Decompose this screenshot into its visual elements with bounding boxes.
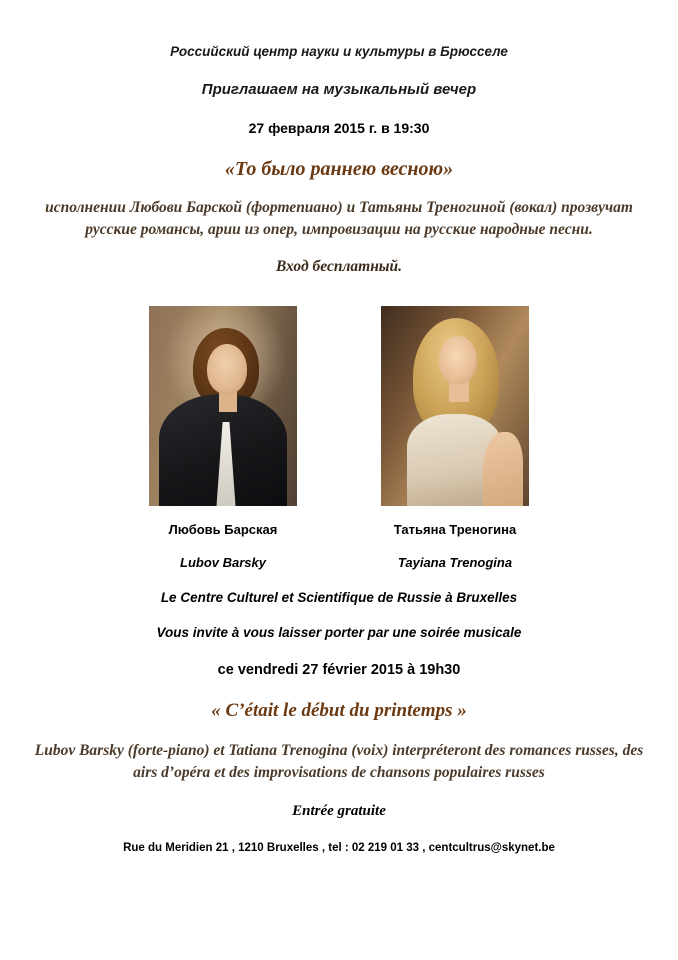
performer-name-lat-1: Lubov Barsky <box>180 554 266 570</box>
entry-info-fr: Entrée gratuite <box>292 802 386 819</box>
performer-1 <box>149 306 297 506</box>
event-title-fr: « C’était le début du printemps » <box>211 699 467 721</box>
performer-photos <box>34 306 644 506</box>
performer-name-lat-2: Tayiana Trenogina <box>397 554 513 570</box>
organization-ru: Российский центр науки и культуры в Брюсселе <box>170 44 508 59</box>
arm-shape <box>483 432 523 506</box>
invitation-fr: Vous invite à vous laisser porter par une soirée musicale <box>156 624 522 640</box>
performer-2 <box>381 306 529 506</box>
event-date-ru: 27 февраля 2015 г. в 19:30 <box>248 120 430 136</box>
performer-name-ru-1: Любовь Барская <box>168 521 278 537</box>
face-shape <box>207 344 247 394</box>
portrait-photo-lubov-barsky <box>149 306 297 506</box>
portrait-photo-tayiana-trenogina <box>381 306 529 506</box>
performer-name-ru-2: Татьяна Треногина <box>393 521 517 537</box>
event-description-fr: Lubov Barsky (forte-piano) et Tatiana Trenogina (voix) interpréteront des romances russes, des airs d’opéra et des improvisations de chansons populaires russes <box>34 741 644 782</box>
event-date-fr: ce vendredi 27 février 2015 à 19h30 <box>217 661 461 678</box>
event-description-ru: исполнении Любови Барской (фортепиано) и Татьяны Треногиной (вокал) прозвучат русские романсы, арии из опер, импровизации на русские народные песни. <box>45 199 633 239</box>
organization-fr: Le Centre Culturel et Scientifique de Russie à Bruxelles <box>160 589 518 605</box>
performer-names-lat-row <box>34 537 644 570</box>
event-title-ru: «То было раннею весною» <box>224 158 454 180</box>
face-shape <box>439 336 477 384</box>
shirt-shape <box>209 422 243 506</box>
invitation-ru: Приглашаем на музыкальный вечер <box>201 81 477 98</box>
entry-info-ru: Вход бесплатный. <box>275 257 403 275</box>
performer-names-ru-row <box>34 506 644 537</box>
contact-info: Rue du Meridien 21 , 1210 Bruxelles , tel : 02 219 01 33 , centcultrus@skynet.be <box>123 841 555 854</box>
